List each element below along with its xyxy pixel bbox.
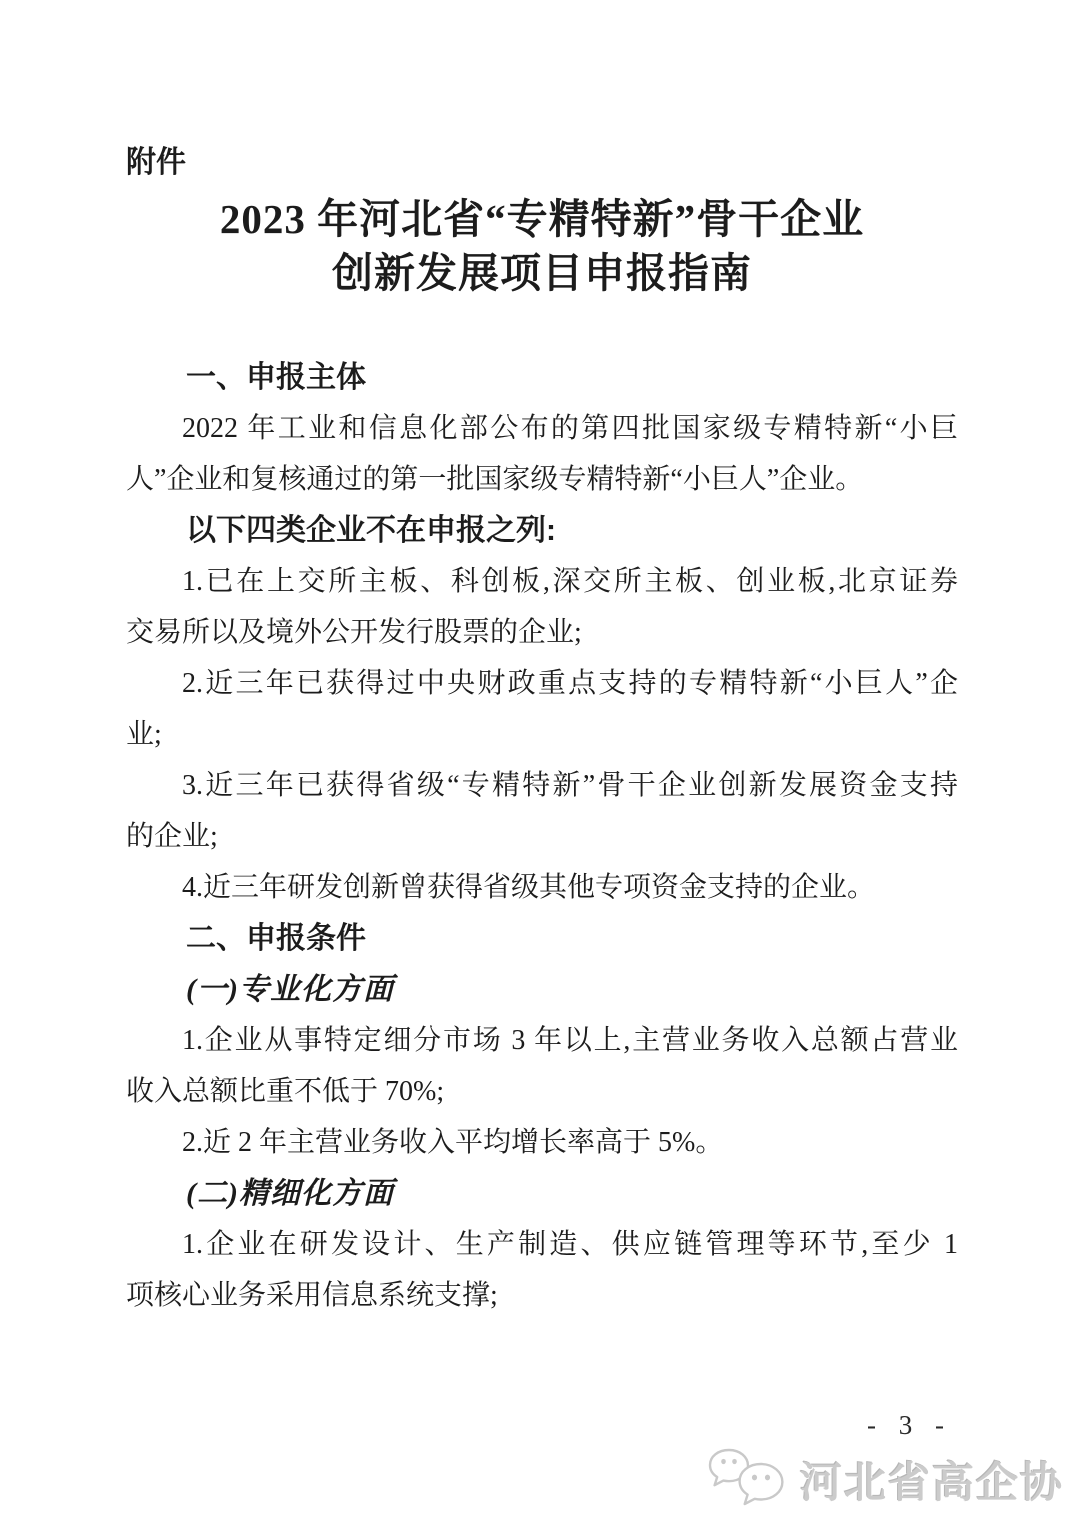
heading-line: 一、申报主体 bbox=[186, 361, 366, 394]
text-line: 4.近三年研发创新曾获得省级其他专项资金支持的企业。 bbox=[182, 872, 876, 903]
document-title-line1: 2023 年河北省“专精特新”骨干企业 bbox=[219, 196, 865, 242]
text-line: 项核心业务采用信息系统支撑; bbox=[126, 1280, 498, 1311]
text-line: 2022 年工业和信息化部公布的第四批国家级专精特新“小巨 bbox=[182, 413, 958, 444]
text-line: 1.企业从事特定细分市场 3 年以上,主营业务收入总额占营业 bbox=[182, 1025, 958, 1056]
text-line: 2.近 2 年主营业务收入平均增长率高于 5%。 bbox=[182, 1127, 724, 1158]
heading-line: (一)专业化方面 bbox=[186, 973, 394, 1006]
heading-line: (二)精细化方面 bbox=[186, 1177, 394, 1210]
document-title bbox=[126, 192, 958, 300]
heading-line: 二、申报条件 bbox=[186, 922, 366, 955]
chat-bubbles-logo-icon bbox=[704, 1444, 796, 1515]
document-title-line2: 创新发展项目申报指南 bbox=[332, 250, 752, 296]
watermark bbox=[704, 1444, 1064, 1515]
text-line: 人”企业和复核通过的第一批国家级专精特新“小巨人”企业。 bbox=[126, 464, 864, 495]
text-line: 2.近三年已获得过中央财政重点支持的专精特新“小巨人”企 bbox=[182, 668, 958, 699]
text-line: 3.近三年已获得省级“专精特新”骨干企业创新发展资金支持 bbox=[182, 770, 958, 801]
page-number: - 3 - bbox=[867, 1410, 952, 1440]
document-body bbox=[126, 352, 958, 1321]
text-line: 1.企业在研发设计、生产制造、供应链管理等环节,至少 1 bbox=[182, 1229, 958, 1260]
text-line: 1.已在上交所主板、科创板,深交所主板、创业板,北京证券 bbox=[182, 566, 958, 597]
text-line: 交易所以及境外公开发行股票的企业; bbox=[126, 617, 582, 648]
watermark-label: 河北省高企协 bbox=[799, 1458, 1064, 1506]
document-content bbox=[126, 0, 958, 1321]
text-line: 的企业; bbox=[126, 821, 218, 852]
heading-line: 以下四类企业不在申报之列: bbox=[186, 514, 556, 547]
attachment-label: 附件 bbox=[126, 146, 186, 179]
text-line: 收入总额比重不低于 70%; bbox=[126, 1076, 445, 1107]
text-line: 业; bbox=[126, 719, 162, 750]
